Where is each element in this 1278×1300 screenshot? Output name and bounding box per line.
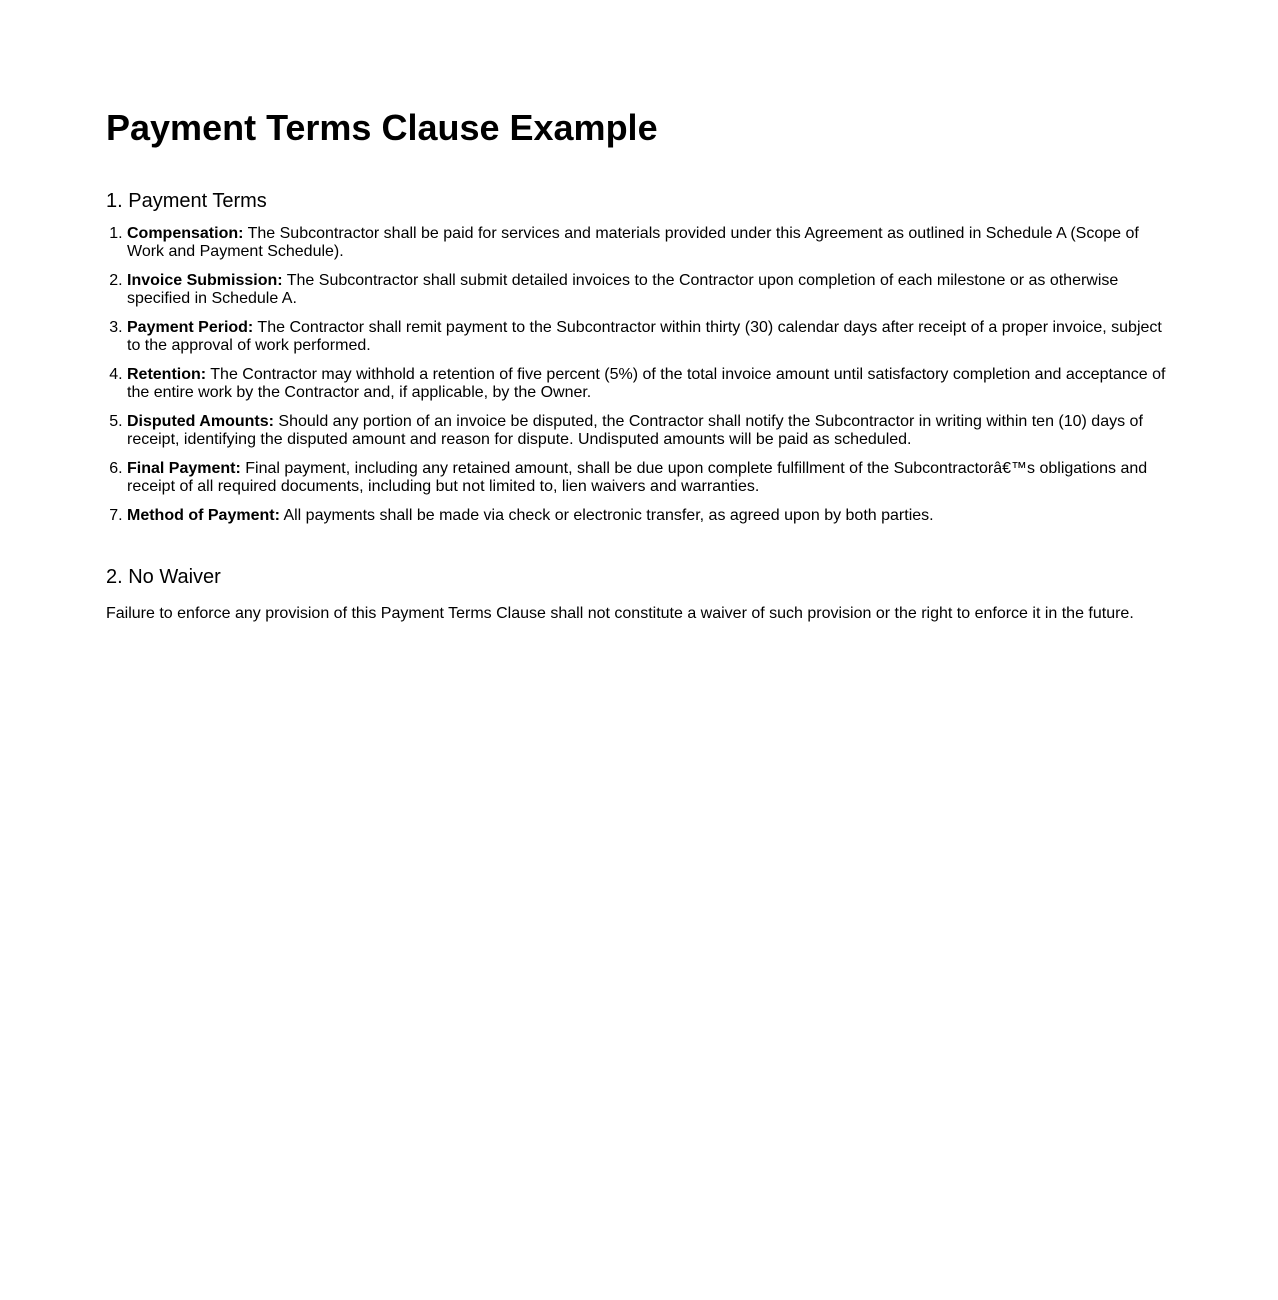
payment-terms-list <box>106 225 1172 525</box>
item-text: The Subcontractor shall be paid for services and materials provided under this Agreement as outlined in Schedule A (Scope of Work and Payment Schedule). <box>127 225 1139 260</box>
section-no-waiver <box>106 565 1172 623</box>
list-item <box>127 507 1172 525</box>
item-label: Final Payment: <box>127 460 241 477</box>
section-heading: 2. No Waiver <box>106 566 221 588</box>
section-payment-terms <box>106 189 1172 525</box>
item-label: Retention: <box>127 366 207 383</box>
item-label: Disputed Amounts: <box>127 413 274 430</box>
item-label: Payment Period: <box>127 319 254 336</box>
item-text: The Subcontractor shall submit detailed invoices to the Contractor upon completion of each milestone or as otherwise specified in Schedule A. <box>127 272 1119 307</box>
item-label: Compensation: <box>127 225 244 242</box>
list-item <box>127 319 1172 355</box>
list-item <box>127 413 1172 449</box>
item-text: Should any portion of an invoice be disputed, the Contractor shall notify the Subcontractor in writing within ten (10) days of receipt, identifying the disputed amount and reason for dispute. Undisputed amounts will be paid as scheduled. <box>127 413 1143 448</box>
page-title: Payment Terms Clause Example <box>106 107 658 148</box>
item-text: Final payment, including any retained amount, shall be due upon complete fulfillment of the Subcontractorâ€™s obligations and receipt of all required documents, including but not limited to, lien waivers and warranties. <box>127 460 1148 495</box>
list-item <box>127 272 1172 308</box>
list-item <box>127 460 1172 496</box>
item-text: All payments shall be made via check or electronic transfer, as agreed upon by both parties. <box>279 507 934 524</box>
item-text: The Contractor may withhold a retention of five percent (5%) of the total invoice amount until satisfactory completion and acceptance of the entire work by the Contractor and, if applicable, by the Owner. <box>127 366 1166 401</box>
item-label: Invoice Submission: <box>127 272 283 289</box>
item-text: The Contractor shall remit payment to the Subcontractor within thirty (30) calendar days after receipt of a proper invoice, subject to the approval of work performed. <box>127 319 1162 354</box>
section-paragraph: Failure to enforce any provision of this Payment Terms Clause shall not constitute a waiver of such provision or the right to enforce it in the future. <box>106 605 1134 622</box>
list-item <box>127 366 1172 402</box>
document-page <box>0 0 1278 623</box>
list-item <box>127 225 1172 261</box>
item-label: Method of Payment: <box>127 507 280 524</box>
section-heading: 1. Payment Terms <box>106 190 267 212</box>
